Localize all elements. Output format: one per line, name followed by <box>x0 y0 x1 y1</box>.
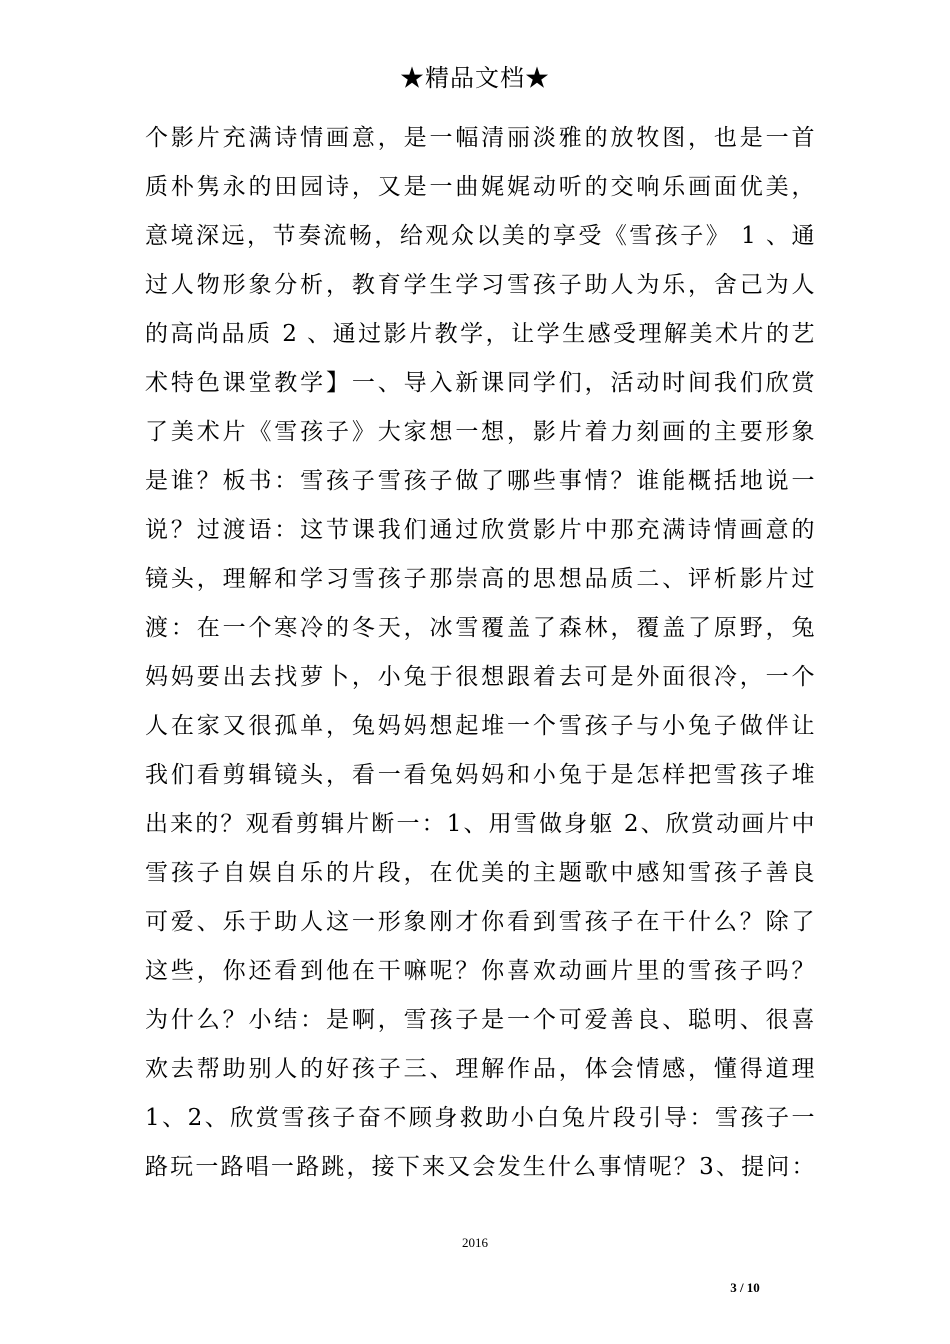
text-line: 渡：在一个寒冷的冬天，冰雪覆盖了森林，覆盖了原野，兔 <box>145 615 815 641</box>
footer-year: 2016 <box>462 1235 488 1250</box>
page-header-title: ★精品文档★ <box>400 64 550 92</box>
text-line: 欢去帮助别人的好孩子三、理解作品，体会情感，懂得道理 <box>145 1056 815 1082</box>
text-line: 了美术片《雪孩子》大家想一想，影片着力刻画的主要形象 <box>145 419 815 445</box>
text-line: 个影片充满诗情画意，是一幅清丽淡雅的放牧图，也是一首 <box>145 125 815 151</box>
text-line: 过人物形象分析，教育学生学习雪孩子助人为乐，舍己为人 <box>145 272 815 298</box>
text-line: 是谁？板书：雪孩子雪孩子做了哪些事情？谁能概括地说一 <box>145 468 815 494</box>
page-number: 3 / 10 <box>730 1280 760 1295</box>
text-line: 雪孩子自娱自乐的片段，在优美的主题歌中感知雪孩子善良 <box>145 860 815 886</box>
text-line: 出来的？观看剪辑片断一：1、用雪做身躯 2、欣赏动画片中 <box>145 811 815 837</box>
text-line: 我们看剪辑镜头，看一看兔妈妈和小兔于是怎样把雪孩子堆 <box>145 762 815 788</box>
text-line: 术特色课堂教学】一、导入新课同学们，活动时间我们欣赏 <box>145 370 815 396</box>
text-line: 为什么？小结：是啊，雪孩子是一个可爱善良、聪明、很喜 <box>145 1007 815 1033</box>
text-line: 镜头，理解和学习雪孩子那崇高的思想品质二、评析影片过 <box>145 566 815 592</box>
text-line: 可爱、乐于助人这一形象刚才你看到雪孩子在干什么？除了 <box>145 909 815 935</box>
text-line: 质朴隽永的田园诗，又是一曲娓娓动听的交响乐画面优美， <box>145 174 815 200</box>
body-text <box>145 114 815 1192</box>
text-line: 路玩一路唱一路跳，接下来又会发生什么事情呢？3、提问： <box>145 1154 815 1180</box>
text-line: 1、2、欣赏雪孩子奋不顾身救助小白兔片段引导：雪孩子一 <box>145 1105 815 1131</box>
text-line: 说？过渡语：这节课我们通过欣赏影片中那充满诗情画意的 <box>145 517 815 543</box>
text-line: 妈妈要出去找萝卜，小兔于很想跟着去可是外面很冷，一个 <box>145 664 815 690</box>
text-line: 人在家又很孤单，兔妈妈想起堆一个雪孩子与小兔子做伴让 <box>145 713 815 739</box>
text-line: 这些，你还看到他在干嘛呢？你喜欢动画片里的雪孩子吗？ <box>145 958 815 984</box>
text-line: 的高尚品质 2 、通过影片教学，让学生感受理解美术片的艺 <box>145 321 815 347</box>
text-line: 意境深远，节奏流畅，给观众以美的享受《雪孩子》 1 、通 <box>145 223 815 249</box>
